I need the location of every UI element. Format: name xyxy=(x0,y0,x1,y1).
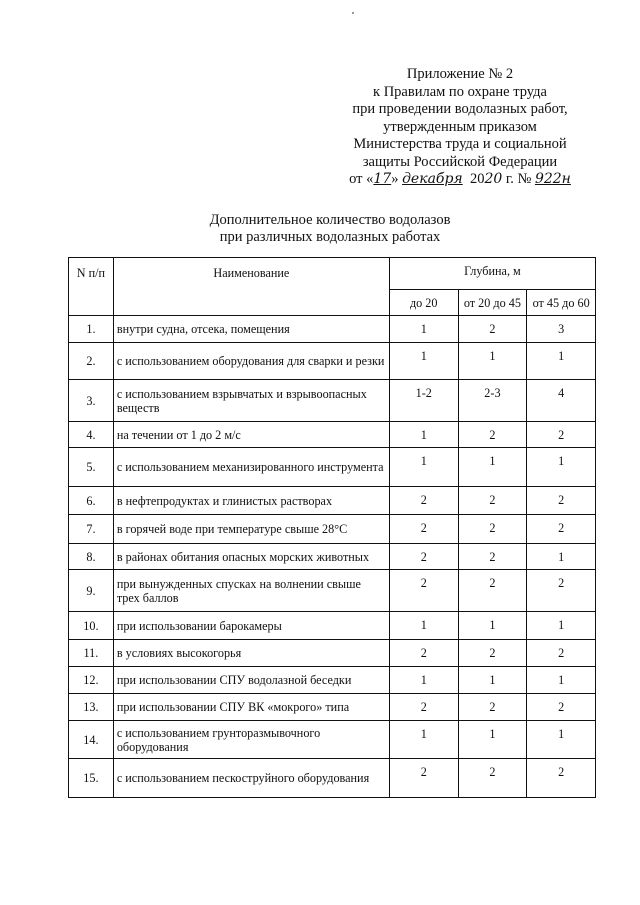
row-value-depth-3: 2 xyxy=(527,422,596,448)
row-value-depth-3: 3 xyxy=(527,316,596,343)
date-month: декабря xyxy=(402,171,463,187)
title-line-1: Дополнительное количество водолазов xyxy=(209,212,451,228)
table-row xyxy=(69,640,596,667)
row-name: внутри судна, отсека, помещения xyxy=(113,316,389,343)
row-value-depth-1: 2 xyxy=(389,570,458,612)
row-number: 2. xyxy=(69,343,114,380)
date-mid: » xyxy=(391,171,399,187)
table-row xyxy=(69,759,596,798)
row-value-depth-2: 2-3 xyxy=(458,380,527,422)
row-number: 8. xyxy=(69,544,114,570)
row-value-depth-1: 2 xyxy=(389,515,458,544)
row-value-depth-1: 1 xyxy=(389,343,458,380)
row-value-depth-1: 1 xyxy=(389,422,458,448)
table-row xyxy=(69,721,596,759)
table-row xyxy=(69,380,596,422)
table-row xyxy=(69,515,596,544)
appendix-number: Приложение № 2 xyxy=(406,66,514,82)
row-value-depth-3: 1 xyxy=(527,612,596,640)
divers-table xyxy=(68,257,596,798)
row-value-depth-3: 1 xyxy=(527,721,596,759)
row-name: с использованием пескоструйного оборудования xyxy=(113,759,389,798)
row-value-depth-1: 2 xyxy=(389,640,458,667)
header-depth: Глубина, м xyxy=(389,258,595,290)
row-name: с использованием оборудования для сварки и резки xyxy=(113,343,389,380)
date-year-prefix: 20 xyxy=(469,171,485,187)
row-value-depth-2: 2 xyxy=(458,694,527,721)
row-value-depth-2: 2 xyxy=(458,544,527,570)
row-number: 13. xyxy=(69,694,114,721)
date-prefix: от « xyxy=(349,171,374,187)
row-value-depth-2: 1 xyxy=(458,448,527,487)
row-name: в условиях высокогорья xyxy=(113,640,389,667)
appendix-line-2: к Правилам по охране труда xyxy=(373,83,547,100)
table-row xyxy=(69,667,596,694)
table-row xyxy=(69,487,596,515)
order-number: 922н xyxy=(534,171,571,187)
row-value-depth-3: 2 xyxy=(527,759,596,798)
appendix-line-6: защиты Российской Федерации xyxy=(362,153,558,170)
row-number: 9. xyxy=(69,570,114,612)
row-number: 11. xyxy=(69,640,114,667)
row-value-depth-1: 1 xyxy=(389,316,458,343)
row-value-depth-1: 1-2 xyxy=(389,380,458,422)
appendix-line-5: Министерства труда и социальной xyxy=(353,136,567,152)
row-value-depth-2: 2 xyxy=(458,570,527,612)
row-value-depth-2: 1 xyxy=(458,721,527,759)
row-number: 10. xyxy=(69,612,114,640)
header-name: Наименование xyxy=(113,258,389,316)
document-title xyxy=(150,212,510,246)
row-value-depth-3: 1 xyxy=(527,667,596,694)
table-row xyxy=(69,316,596,343)
row-value-depth-2: 1 xyxy=(458,667,527,694)
row-value-depth-3: 1 xyxy=(527,448,596,487)
row-value-depth-1: 2 xyxy=(389,544,458,570)
table-body xyxy=(69,316,596,798)
row-number: 1. xyxy=(69,316,114,343)
row-value-depth-3: 2 xyxy=(527,515,596,544)
table-header-row xyxy=(69,258,596,290)
row-value-depth-1: 2 xyxy=(389,487,458,515)
row-name: в районах обитания опасных морских животных xyxy=(113,544,389,570)
table-row xyxy=(69,343,596,380)
table-row xyxy=(69,448,596,487)
row-name: с использованием грунторазмывочного оборудования xyxy=(113,721,389,759)
header-depth-3: от 45 до 60 xyxy=(527,290,596,316)
table-row xyxy=(69,544,596,570)
row-name: на течении от 1 до 2 м/с xyxy=(113,422,389,448)
order-date-line xyxy=(330,171,590,189)
title-line-2: при различных водолазных работах xyxy=(219,229,441,245)
row-value-depth-3: 2 xyxy=(527,487,596,515)
row-name: в горячей воде при температуре свыше 28°С xyxy=(113,515,389,544)
row-value-depth-2: 1 xyxy=(458,343,527,380)
row-name: с использованием механизированного инструмента xyxy=(113,448,389,487)
row-value-depth-1: 1 xyxy=(389,721,458,759)
row-number: 14. xyxy=(69,721,114,759)
date-day: 17 xyxy=(373,171,392,187)
row-name: при использовании барокамеры xyxy=(113,612,389,640)
row-number: 3. xyxy=(69,380,114,422)
row-value-depth-1: 1 xyxy=(389,612,458,640)
row-name: при вынужденных спусках на волнении свыше трех баллов xyxy=(113,570,389,612)
row-value-depth-2: 1 xyxy=(458,612,527,640)
row-number: 7. xyxy=(69,515,114,544)
row-value-depth-1: 1 xyxy=(389,667,458,694)
row-value-depth-2: 2 xyxy=(458,316,527,343)
row-value-depth-3: 2 xyxy=(527,694,596,721)
row-number: 12. xyxy=(69,667,114,694)
row-value-depth-2: 2 xyxy=(458,422,527,448)
date-year-suffix: 20 xyxy=(484,171,503,187)
row-number: 5. xyxy=(69,448,114,487)
row-number: 4. xyxy=(69,422,114,448)
row-value-depth-2: 2 xyxy=(458,515,527,544)
appendix-header xyxy=(330,66,590,189)
row-value-depth-3: 1 xyxy=(527,343,596,380)
scan-speck xyxy=(352,12,354,14)
row-value-depth-1: 2 xyxy=(389,759,458,798)
row-name: при использовании СПУ водолазной беседки xyxy=(113,667,389,694)
row-value-depth-3: 2 xyxy=(527,640,596,667)
appendix-line-3: при проведении водолазных работ, xyxy=(352,101,568,117)
order-number-label: г. № xyxy=(505,171,532,187)
row-value-depth-1: 1 xyxy=(389,448,458,487)
table-row xyxy=(69,612,596,640)
table-row xyxy=(69,694,596,721)
header-depth-2: от 20 до 45 xyxy=(458,290,527,316)
header-num: N п/п xyxy=(69,258,114,316)
row-name: при использовании СПУ ВК «мокрого» типа xyxy=(113,694,389,721)
row-value-depth-2: 2 xyxy=(458,759,527,798)
appendix-line-4: утвержденным приказом xyxy=(383,118,537,135)
row-value-depth-3: 2 xyxy=(527,570,596,612)
row-number: 6. xyxy=(69,487,114,515)
header-depth-1: до 20 xyxy=(389,290,458,316)
row-name: в нефтепродуктах и глинистых растворах xyxy=(113,487,389,515)
row-value-depth-2: 2 xyxy=(458,640,527,667)
row-name: с использованием взрывчатых и взрывоопасных веществ xyxy=(113,380,389,422)
row-value-depth-3: 1 xyxy=(527,544,596,570)
row-value-depth-1: 2 xyxy=(389,694,458,721)
row-number: 15. xyxy=(69,759,114,798)
table-row xyxy=(69,422,596,448)
row-value-depth-3: 4 xyxy=(527,380,596,422)
row-value-depth-2: 2 xyxy=(458,487,527,515)
table-row xyxy=(69,570,596,612)
